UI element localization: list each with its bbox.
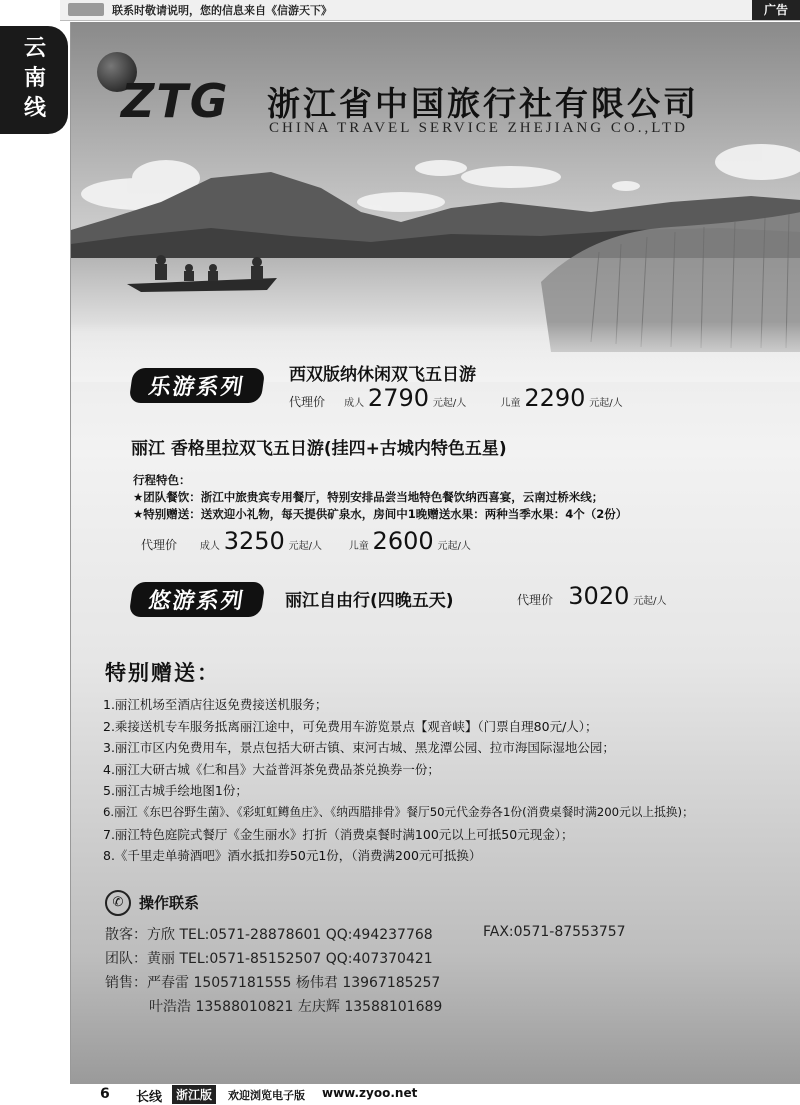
- tour1-agent-label: 代理价: [289, 395, 326, 409]
- publication-logo-icon: [68, 3, 104, 16]
- page-footer: [70, 1084, 800, 1104]
- footer-edition: 浙江版: [172, 1085, 216, 1104]
- gift-item: 1.丽江机场至酒店往返免费接送机服务；: [103, 697, 328, 712]
- top-header-bar: [60, 0, 800, 21]
- footer-url[interactable]: www.zyoo.net: [322, 1086, 418, 1100]
- tour2-features-title: 行程特色：: [133, 473, 191, 487]
- tour1-adult-price: 2790: [367, 384, 429, 412]
- tour2-adult-price: 3250: [223, 527, 285, 555]
- youyou-agent-label: 代理价: [517, 593, 554, 607]
- tour2-feature-dining: ★团队餐饮：浙江中旅贵宾专用餐厅，特别安排品尝当地特色餐饮纳西喜宴，云南过桥米线；: [133, 490, 604, 504]
- company-name-cn: 浙江省中国旅行社有限公司: [267, 84, 699, 123]
- contact-row-sales-2: 叶浩浩 13588010821 左庆辉 13588101689: [149, 999, 443, 1015]
- gift-item: 3.丽江市区内免费用车，景点包括大研古镇、束河古城、黑龙潭公园、拉市海国际湿地公园；: [103, 740, 615, 756]
- contact-title: 操作联系: [139, 894, 200, 912]
- youyou-unit: 元起/人: [633, 596, 667, 607]
- tour1-adult-label: 成人: [344, 398, 365, 409]
- tour2-adult-label: 成人: [199, 541, 220, 552]
- tour1-child-price: 2290: [524, 384, 586, 412]
- tour2-price-line: [141, 527, 471, 555]
- ad-poster: [70, 22, 800, 1084]
- contact-row-individual: 散客：方欣 TEL:0571-28878601 QQ:494237768: [105, 927, 433, 943]
- youyou-price-line: [517, 582, 667, 610]
- gift-item: 2.乘接送机专车服务抵离丽江途中，可免费用车游览景点【观音峡】（门票自理80元/人）；: [103, 718, 598, 734]
- contact-row-sales: 销售：严春雷 15057181555 杨伟君 13967185257: [105, 975, 441, 991]
- footer-brand: 长线: [136, 1090, 163, 1105]
- tour1-child-label: 儿童: [500, 398, 521, 409]
- region-tab: [0, 26, 68, 134]
- gift-item: 8.《千里走单骑酒吧》酒水抵扣券50元1份，（消费满200元可抵换）: [103, 848, 482, 864]
- footer-tagline: 欢迎浏览电子版: [228, 1089, 305, 1102]
- phone-icon: ✆: [105, 890, 131, 916]
- youyou-title: 丽江自由行(四晚五天): [285, 591, 454, 611]
- youyou-series-badge: 悠游系列: [129, 582, 266, 617]
- gifts-list: [103, 694, 694, 867]
- ztg-logo-text: ZTG: [121, 74, 230, 128]
- tour1-adult-unit: 元起/人: [432, 398, 467, 409]
- gift-item: 7.丽江特色庭院式餐厅《金生丽水》打折（消费桌餐时满100元以上可抵50元现金）；: [103, 826, 574, 842]
- tour1-title: 西双版纳休闲双飞五日游: [289, 365, 476, 385]
- gift-item: 6.丽江《东巴谷野生菌》、《彩虹虹鳟鱼庄》、《纳西腊排骨》餐厅50元代金券各1份(消费桌餐时满200元以上抵换)；: [103, 804, 694, 819]
- youyou-price: 3020: [568, 582, 630, 610]
- tour1-price-line: [289, 384, 623, 412]
- tour2-child-label: 儿童: [348, 541, 369, 552]
- page-number: 6: [100, 1086, 110, 1102]
- contact-row-team: 团队：黄丽 TEL:0571-85152507 QQ:407370421: [105, 951, 433, 967]
- region-char-3: 线: [23, 96, 46, 121]
- tour2-feature-gifts: ★特别赠送：送欢迎小礼物，每天提供矿泉水，房间中1晚赠送水果：两种当季水果：4个（2份）: [133, 507, 628, 521]
- region-char-2: 南: [23, 66, 46, 91]
- tour2-child-price: 2600: [372, 527, 434, 555]
- tour2-features: [133, 472, 627, 523]
- header-notice: 联系时敬请说明，您的信息来自《信游天下》: [112, 4, 332, 17]
- ad-label: 广告: [752, 0, 800, 20]
- gift-item: 4.丽江大研古城《仁和昌》大益普洱茶免费品茶兑换券一份；: [103, 761, 440, 777]
- gift-item: 5.丽江古城手绘地图1份；: [103, 783, 248, 799]
- region-tab-label: [22, 34, 48, 124]
- tour2-agent-label: 代理价: [141, 538, 178, 552]
- leyou-series-badge: 乐游系列: [129, 368, 266, 403]
- tour2-child-unit: 元起/人: [437, 541, 471, 552]
- region-char-1: 云: [23, 36, 46, 61]
- contact-row-fax: FAX:0571-87553757: [483, 924, 626, 940]
- tour2-title: 丽江 香格里拉双飞五日游(挂四+古城内特色五星): [131, 439, 507, 459]
- tour2-adult-unit: 元起/人: [288, 541, 323, 552]
- gifts-title: 特别赠送：: [105, 661, 220, 685]
- tour1-child-unit: 元起/人: [589, 398, 623, 409]
- company-name-en: CHINA TRAVEL SERVICE ZHEJIANG CO.,LTD: [269, 120, 688, 136]
